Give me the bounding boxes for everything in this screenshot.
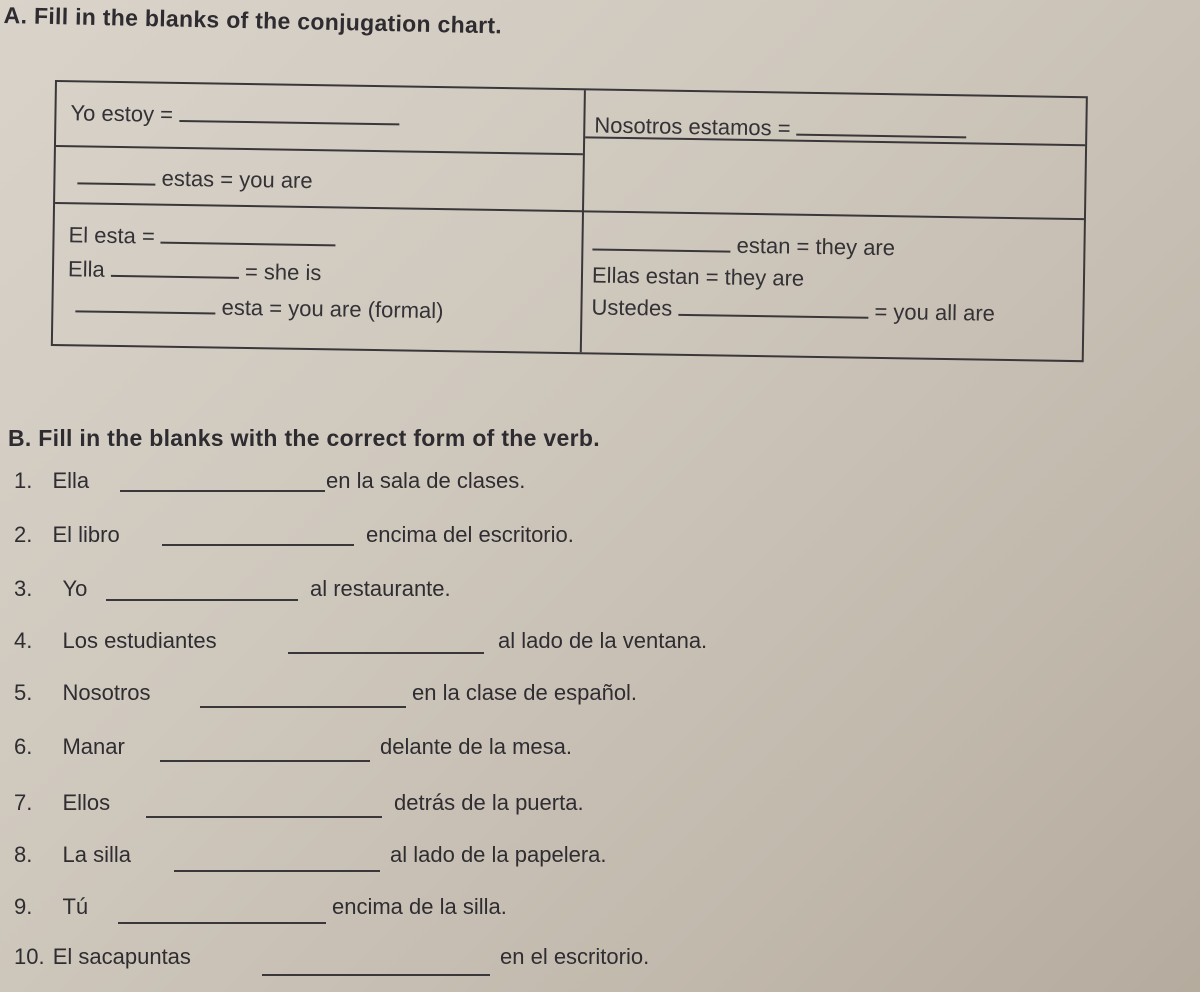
ella-meaning: = she is [244,259,322,286]
chart-cell-ustedes [591,294,995,326]
chart-cell-ella [68,256,322,286]
answer-blank[interactable] [160,760,370,762]
exercise-item-2 [14,522,574,548]
item-number: 9. [14,894,33,919]
answer-blank[interactable] [146,816,382,818]
section-a-heading: A. Fill in the blanks of the conjugation chart. [3,2,503,39]
chart-divider [580,90,586,352]
ustedes-meaning: = you all are [874,298,996,326]
item-subject: Los estudiantes [62,628,217,653]
chart-cell-usted [75,292,443,324]
ella-blank[interactable] [111,257,239,279]
item-rest: detrás de la puerta. [394,790,584,815]
item-number: 2. [14,522,33,547]
el-blank[interactable] [161,224,336,247]
chart-cell-ellos [592,230,895,261]
item-number: 1. [14,468,33,493]
tu-label: estas = you are [161,165,313,194]
item-number: 6. [14,734,33,759]
nosotros-blank[interactable] [797,116,967,139]
exercise-item-3 [14,576,451,602]
ellos-label: estan = they are [736,232,896,261]
exercise-item-6 [14,734,573,760]
item-subject: El sacapuntas [52,944,191,969]
exercise-item-7 [14,790,584,816]
answer-blank[interactable] [162,544,354,546]
exercise-item-4 [14,628,708,654]
exercise-item-5 [14,680,638,706]
chart-cell-yo [70,100,399,131]
nosotros-label: Nosotros estamos = [594,112,791,141]
exercise-item-10 [14,944,650,970]
ustedes-label: Ustedes [591,294,673,321]
item-number: 10. [14,944,45,969]
section-b-heading: B. Fill in the blanks with the correct form of the verb. [8,425,600,451]
item-subject: El libro [52,522,120,547]
exercise-item-1 [14,468,526,494]
answer-blank[interactable] [106,599,298,601]
answer-blank[interactable] [120,490,325,492]
item-number: 8. [14,842,33,867]
yo-blank[interactable] [179,102,399,125]
item-subject: Ella [52,468,90,493]
item-rest: en el escritorio. [500,944,650,969]
el-label: El esta = [68,222,155,249]
item-rest: al lado de la papelera. [390,842,607,867]
yo-label: Yo estoy = [70,100,174,127]
usted-blank[interactable] [75,292,215,314]
item-rest: al lado de la ventana. [498,628,708,653]
chart-row-line [55,202,582,212]
item-subject: Nosotros [62,680,151,705]
chart-row-line [584,210,1084,220]
item-subject: Yo [62,576,88,601]
chart-cell-tu [77,164,313,194]
answer-blank[interactable] [174,870,380,872]
item-subject: Manar [62,734,125,759]
chart-cell-nosotros [594,112,967,144]
item-number: 3. [14,576,33,601]
item-rest: en la clase de español. [412,680,638,705]
item-number: 5. [14,680,33,705]
item-subject: Tú [62,894,89,919]
ella-label: Ella [67,256,105,282]
conjugation-chart [51,80,1088,362]
answer-blank[interactable] [118,922,326,924]
answer-blank[interactable] [200,706,406,708]
chart-cell-ellas: Ellas estan = they are [591,262,805,291]
ustedes-blank[interactable] [678,296,868,319]
answer-blank[interactable] [262,974,490,976]
ellos-blank[interactable] [592,230,730,252]
item-number: 7. [14,790,33,815]
chart-row-line [56,145,583,155]
item-rest: encima del escritorio. [366,522,574,547]
item-subject: La silla [62,842,131,867]
exercise-item-9 [14,894,507,920]
item-subject: Ellos [62,790,111,815]
item-rest: al restaurante. [310,576,451,601]
tu-blank[interactable] [77,164,155,185]
item-number: 4. [14,628,33,653]
usted-label: esta = you are (formal) [221,294,444,324]
answer-blank[interactable] [288,652,484,654]
item-rest: delante de la mesa. [380,734,573,759]
chart-cell-el [68,222,336,252]
exercise-item-8 [14,842,607,868]
item-rest: encima de la silla. [332,894,507,919]
item-rest: en la sala de clases. [326,468,526,493]
